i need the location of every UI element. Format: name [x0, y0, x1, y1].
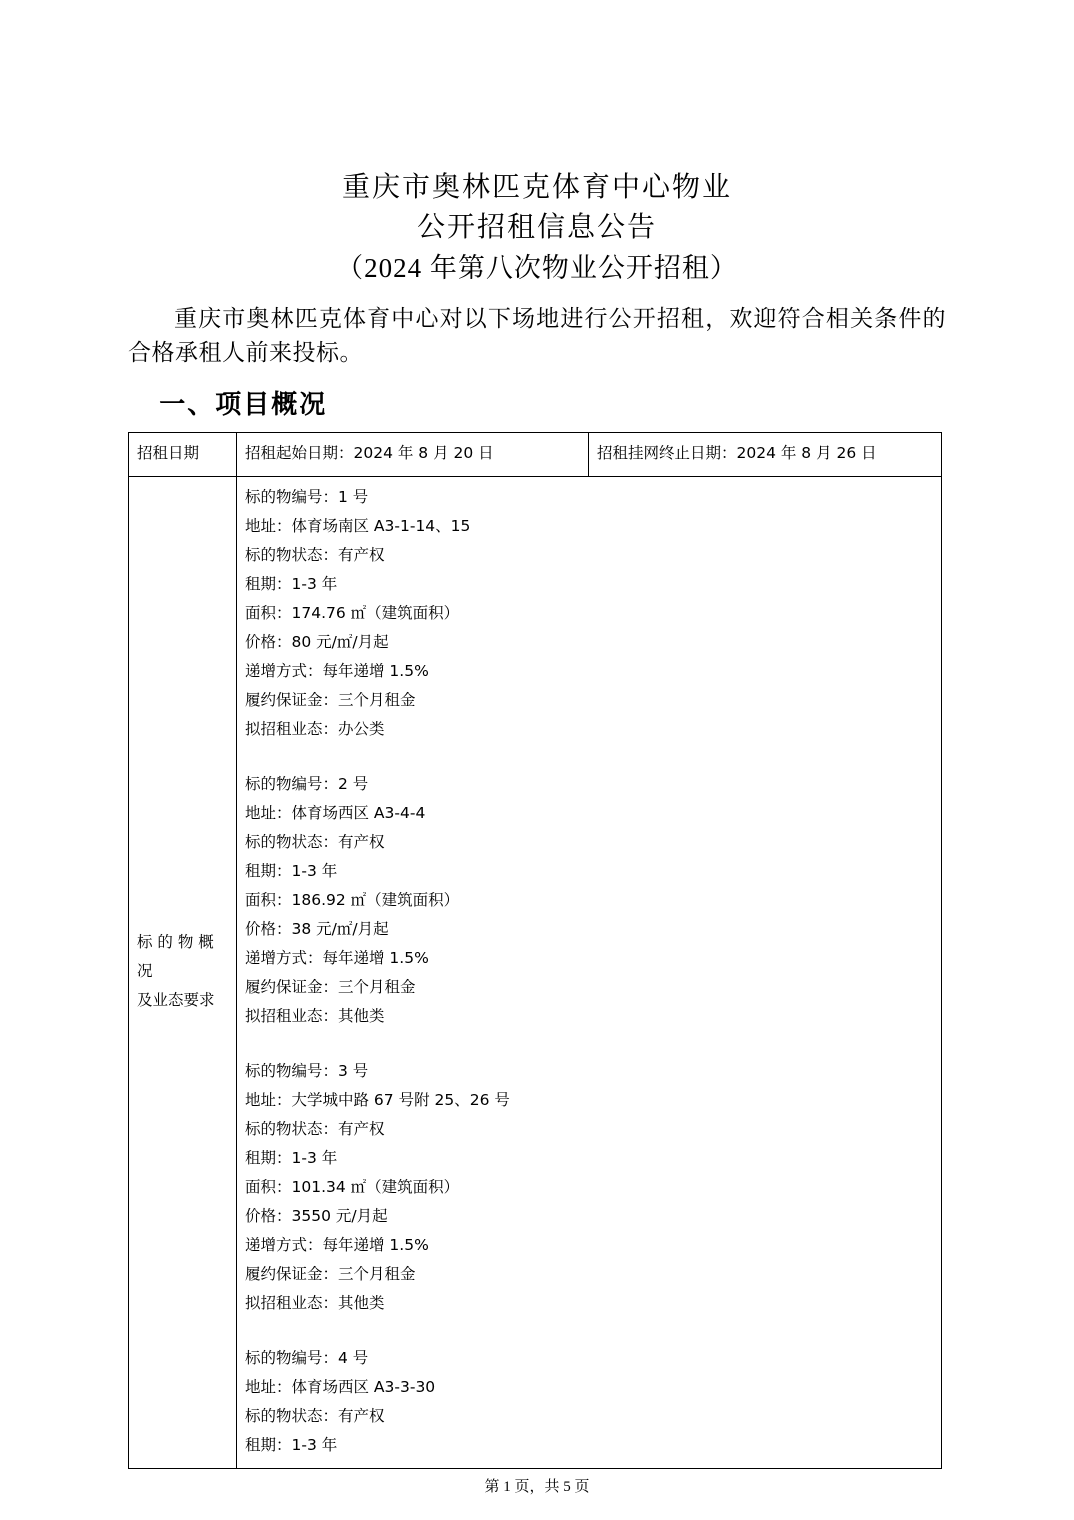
- lot-term: 租期：1-3 年: [245, 575, 338, 593]
- cell-date-label: [129, 433, 237, 477]
- list-item: [245, 483, 933, 744]
- list-item: [245, 1057, 933, 1318]
- lot-usage: 拟招租业态：其他类: [245, 1007, 385, 1025]
- lot-increment: 递增方式：每年递增 1.5%: [245, 662, 429, 680]
- list-item: [245, 1344, 933, 1460]
- table-row-date: [129, 433, 942, 477]
- cell-date-end: [589, 433, 942, 477]
- lot-term: 租期：1-3 年: [245, 1436, 338, 1454]
- page-footer: 第 1 页，共 5 页: [484, 1479, 590, 1495]
- lots-label-line-2: 及业态要求: [137, 991, 215, 1009]
- lot-deposit: 履约保证金：三个月租金: [245, 691, 416, 709]
- lot-deposit: 履约保证金：三个月租金: [245, 1265, 416, 1283]
- lot-price: 价格：38 元/㎡/月起: [245, 920, 389, 938]
- table-row-lots: [129, 477, 942, 1469]
- date-label-text: 招租日期: [137, 444, 200, 462]
- lot-address: 地址：大学城中路 67 号附 25、26 号: [245, 1091, 510, 1109]
- lot-usage: 拟招租业态：其他类: [245, 1294, 385, 1312]
- cell-date-start: [237, 433, 589, 477]
- lot-price: 价格：3550 元/月起: [245, 1207, 388, 1225]
- document-title-block: [128, 0, 946, 288]
- lot-status: 标的物状态：有产权: [245, 833, 385, 851]
- lot-status: 标的物状态：有产权: [245, 1120, 385, 1138]
- lots-label-line-1: 标 的 物 概 况: [137, 933, 214, 980]
- lot-increment: 递增方式：每年递增 1.5%: [245, 1236, 429, 1254]
- project-overview-table: [128, 432, 942, 1469]
- lot-number: 标的物编号：4 号: [245, 1349, 369, 1367]
- page-title-line-1: 重庆市奥林匹克体育中心物业: [341, 172, 732, 203]
- page-title-line-3: （2024 年第八次物业公开招租）: [336, 253, 738, 283]
- lot-increment: 递增方式：每年递增 1.5%: [245, 949, 429, 967]
- lot-price: 价格：80 元/㎡/月起: [245, 633, 389, 651]
- lot-address: 地址：体育场西区 A3-4-4: [245, 804, 426, 822]
- lot-area: 面积：101.34 ㎡（建筑面积）: [245, 1178, 460, 1196]
- page-title-line-2: 公开招租信息公告: [416, 212, 657, 243]
- date-end-text: 招租挂网终止日期：2024 年 8 月 26 日: [597, 444, 877, 462]
- lot-term: 租期：1-3 年: [245, 862, 338, 880]
- lot-status: 标的物状态：有产权: [245, 546, 385, 564]
- list-item: [245, 770, 933, 1031]
- lot-area: 面积：174.76 ㎡（建筑面积）: [245, 604, 460, 622]
- lot-status: 标的物状态：有产权: [245, 1407, 385, 1425]
- cell-lots-content: [237, 477, 942, 1469]
- lot-usage: 拟招租业态：办公类: [245, 720, 385, 738]
- cell-lots-label: [129, 477, 237, 1469]
- lot-number: 标的物编号：2 号: [245, 775, 369, 793]
- lot-term: 租期：1-3 年: [245, 1149, 338, 1167]
- lot-number: 标的物编号：1 号: [245, 488, 369, 506]
- section-heading-project-overview: 一、项目概况: [159, 390, 328, 419]
- intro-paragraph: 重庆市奥林匹克体育中心对以下场地进行公开招租，欢迎符合相关条件的合格承租人前来投标。: [128, 306, 946, 365]
- date-start-text: 招租起始日期：2024 年 8 月 20 日: [245, 444, 494, 462]
- lot-address: 地址：体育场南区 A3-1-14、15: [245, 517, 471, 535]
- lot-address: 地址：体育场西区 A3-3-30: [245, 1378, 436, 1396]
- lot-number: 标的物编号：3 号: [245, 1062, 369, 1080]
- lot-area: 面积：186.92 ㎡（建筑面积）: [245, 891, 460, 909]
- lot-deposit: 履约保证金：三个月租金: [245, 978, 416, 996]
